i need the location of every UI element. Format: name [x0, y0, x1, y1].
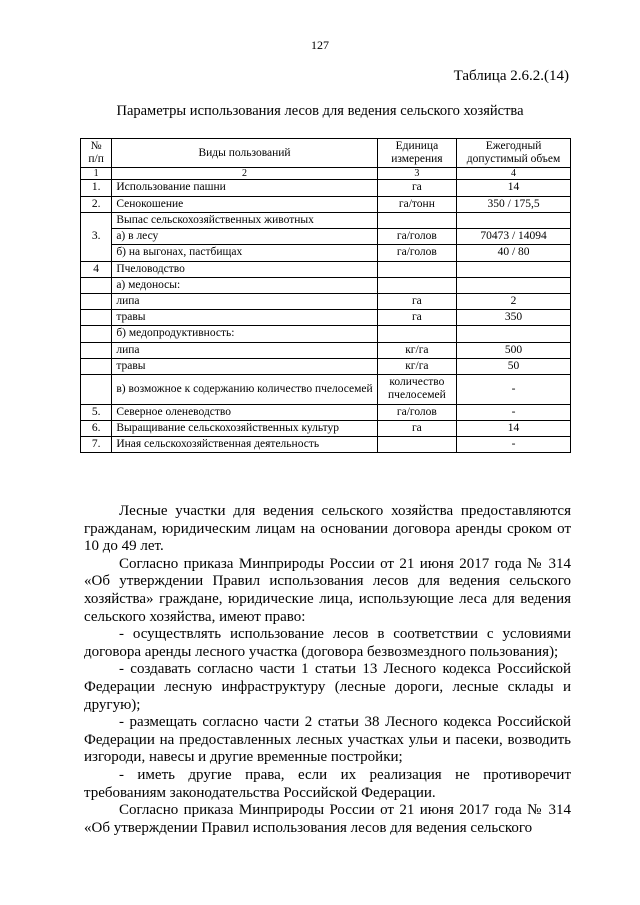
- row-value: [457, 277, 571, 293]
- row-number: [81, 277, 112, 293]
- column-number: 1: [81, 168, 112, 180]
- row-name: Сенокошение: [112, 196, 377, 212]
- row-name: Иная сельскохозяйственная деятельность: [112, 436, 377, 452]
- row-unit: [377, 277, 456, 293]
- header-type: Виды пользований: [112, 139, 377, 168]
- row-name: Пчеловодство: [112, 261, 377, 277]
- table-row: [81, 342, 571, 358]
- table-row: [81, 245, 571, 261]
- row-name: б) медопродуктивность:: [112, 326, 377, 342]
- row-unit: [377, 326, 456, 342]
- row-value: 50: [457, 358, 571, 374]
- row-value: -: [457, 375, 571, 404]
- header-volume: Ежегодный допустимый объем: [457, 139, 571, 168]
- row-unit: кг/га: [377, 342, 456, 358]
- row-name: в) возможное к содержанию количество пчелосемей: [112, 375, 377, 404]
- row-name: а) в лесу: [112, 229, 377, 245]
- table-row: [81, 293, 571, 309]
- row-name: липа: [112, 293, 377, 309]
- column-number: 2: [112, 168, 377, 180]
- row-value: 70473 / 14094: [457, 229, 571, 245]
- table-row: [81, 326, 571, 342]
- row-name: травы: [112, 358, 377, 374]
- table-row: [81, 310, 571, 326]
- table-title: Параметры использования лесов для ведения сельского хозяйства: [116, 103, 524, 119]
- header-unit: Единица измерения: [377, 139, 456, 168]
- row-unit: [377, 212, 456, 228]
- row-number: [81, 326, 112, 342]
- row-number: 2.: [81, 196, 112, 212]
- table-row: [81, 180, 571, 196]
- paragraph: Лесные участки для ведения сельского хозяйства предоставляются гражданам, юридическим лицам на основании договора аренды сроком от 10 до 49 лет.: [84, 503, 571, 555]
- row-value: [457, 212, 571, 228]
- row-number: [81, 358, 112, 374]
- column-number: 4: [457, 168, 571, 180]
- table-header-row: [81, 139, 571, 168]
- table-reference: Таблица 2.6.2.(14): [453, 68, 569, 84]
- row-unit: га: [377, 310, 456, 326]
- row-number: 1.: [81, 180, 112, 196]
- row-value: -: [457, 436, 571, 452]
- column-number-row: [81, 168, 571, 180]
- body-text: [84, 503, 571, 837]
- row-value: 14: [457, 180, 571, 196]
- row-number: 4: [81, 261, 112, 277]
- row-unit: га/голов: [377, 229, 456, 245]
- row-unit: га: [377, 180, 456, 196]
- row-number: [81, 310, 112, 326]
- paragraph: Согласно приказа Минприроды России от 21 июня 2017 года № 314 «Об утверждении Правил использования лесов для ведения сельского: [84, 802, 571, 836]
- row-name: Выпас сельскохозяйственных животных: [112, 212, 377, 228]
- table-row: [81, 375, 571, 404]
- row-unit: га/голов: [377, 404, 456, 420]
- row-name: Использование пашни: [112, 180, 377, 196]
- row-unit: га: [377, 420, 456, 436]
- row-unit: количество пчелосемей: [377, 375, 456, 404]
- row-name: Выращивание сельскохозяйственных культур: [112, 420, 377, 436]
- table-row: [81, 196, 571, 212]
- row-value: [457, 261, 571, 277]
- table-row: [81, 261, 571, 277]
- row-unit: га/тонн: [377, 196, 456, 212]
- table-row: [81, 277, 571, 293]
- row-name: б) на выгонах, пастбищах: [112, 245, 377, 261]
- row-value: -: [457, 404, 571, 420]
- row-number: 3.: [81, 212, 112, 261]
- row-value: 2: [457, 293, 571, 309]
- row-number: 7.: [81, 436, 112, 452]
- row-number: 5.: [81, 404, 112, 420]
- row-number: [81, 293, 112, 309]
- page-number: 127: [311, 38, 329, 52]
- header-num: № п/п: [81, 139, 112, 168]
- paragraph: - размещать согласно части 2 статьи 38 Лесного кодекса Российской Федерации на предоставленных лесных участках ульи и пасеки, возводить изгороди, навесы и другие временные постройки;: [84, 714, 571, 766]
- paragraph: - иметь другие права, если их реализация не противоречит требованиям законодательства Российской Федерации.: [84, 766, 571, 801]
- table-row: [81, 420, 571, 436]
- row-number: [81, 375, 112, 404]
- table-row: [81, 229, 571, 245]
- row-number: [81, 342, 112, 358]
- row-unit: га: [377, 293, 456, 309]
- row-value: 14: [457, 420, 571, 436]
- row-value: [457, 326, 571, 342]
- row-value: 500: [457, 342, 571, 358]
- row-unit: га/голов: [377, 245, 456, 261]
- table-row: [81, 404, 571, 420]
- row-name: липа: [112, 342, 377, 358]
- row-value: 350 / 175,5: [457, 196, 571, 212]
- row-value: 40 / 80: [457, 245, 571, 261]
- row-name: травы: [112, 310, 377, 326]
- row-name: а) медоносы:: [112, 277, 377, 293]
- row-number: 6.: [81, 420, 112, 436]
- table-row: [81, 212, 571, 228]
- forest-use-parameters-table: [80, 138, 571, 453]
- row-unit: [377, 436, 456, 452]
- table-row: [81, 358, 571, 374]
- row-name: Северное оленеводство: [112, 404, 377, 420]
- row-value: 350: [457, 310, 571, 326]
- paragraph: - осуществлять использование лесов в соответствии с условиями договора аренды лесного участка (договора безвозмездного пользования);: [84, 626, 571, 660]
- paragraph: - создавать согласно части 1 статьи 13 Лесного кодекса Российской Федерации лесную инфраструктуру (лесные дороги, лесные склады и другую);: [84, 661, 571, 713]
- row-unit: кг/га: [377, 358, 456, 374]
- paragraph: Согласно приказа Минприроды России от 21 июня 2017 года № 314 «Об утверждении Правил использования лесов для ведения сельского хозяйства» граждане, юридические лица, использующие леса для ведения сельского хозяйства, имеют право:: [84, 555, 571, 625]
- table-row: [81, 436, 571, 452]
- column-number: 3: [377, 168, 456, 180]
- row-unit: [377, 261, 456, 277]
